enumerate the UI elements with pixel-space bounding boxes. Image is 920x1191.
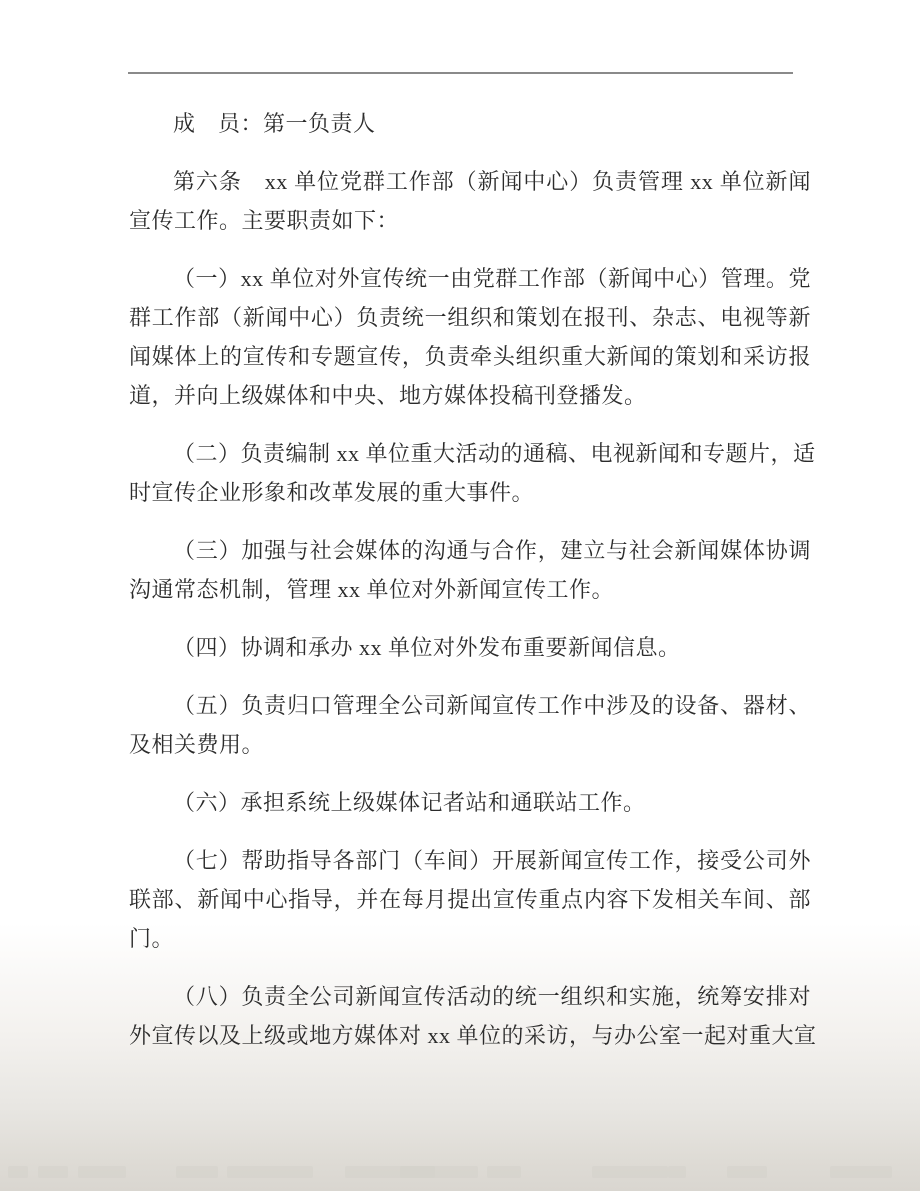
text-line: （五）负责归口管理全公司新闻宣传工作中涉及的设备、器材、	[173, 693, 811, 718]
blurred-text-block	[668, 1166, 686, 1178]
header-divider-line	[128, 72, 793, 74]
text-line: 门。	[129, 926, 175, 951]
paragraph-item-2	[129, 434, 816, 512]
text-line: 道，并向上级媒体和中央、地方媒体投稿刊登播发。	[129, 383, 647, 408]
paragraph-item-6	[129, 783, 811, 822]
text-line: 及相关费用。	[129, 732, 265, 757]
text-line: （四）协调和承办 xx 单位对外发布重要新闻信息。	[173, 635, 681, 660]
blurred-text-block	[8, 1166, 28, 1178]
text-line: （六）承担系统上级媒体记者站和通联站工作。	[173, 790, 646, 815]
blurred-text-block	[227, 1166, 313, 1178]
blurred-text-strip	[0, 1166, 920, 1178]
blurred-text-block	[38, 1166, 68, 1178]
text-line: 成 员：第一负责人	[173, 111, 376, 136]
text-line: 闻媒体上的宣传和专题宣传，负责牵头组织重大新闻的策划和采访报	[129, 344, 811, 369]
paragraph-members	[129, 104, 811, 143]
text-line: 联部、新闻中心指导，并在每月提出宣传重点内容下发相关车间、部	[129, 887, 811, 912]
text-line: 沟通常态机制，管理 xx 单位对外新闻宣传工作。	[129, 577, 615, 602]
text-line: （三）加强与社会媒体的沟通与合作，建立与社会新闻媒体协调	[173, 538, 811, 563]
text-line: （一）xx 单位对外宣传统一由党群工作部（新闻中心）管理。党	[173, 266, 811, 291]
paragraph-item-7	[129, 841, 811, 958]
blurred-text-block	[727, 1166, 767, 1178]
document-body	[129, 104, 817, 1074]
paragraph-item-4	[129, 628, 811, 667]
text-line: （二）负责编制 xx 单位重大活动的通稿、电视新闻和专题片，适	[173, 441, 816, 466]
blurred-text-block	[592, 1166, 668, 1178]
text-line: 群工作部（新闻中心）负责统一组织和策划在报刊、杂志、电视等新	[129, 305, 811, 330]
text-line: 外宣传以及上级或地方媒体对 xx 单位的采访，与办公室一起对重大宣	[129, 1023, 817, 1048]
text-line: （八）负责全公司新闻宣传活动的统一组织和实施，统筹安排对	[173, 984, 811, 1009]
blurred-text-block	[78, 1166, 126, 1178]
text-line: 宣传工作。主要职责如下：	[129, 208, 400, 233]
text-line: 时宣传企业形象和改革发展的重大事件。	[129, 480, 535, 505]
blurred-text-block	[487, 1166, 521, 1178]
paragraph-article-6	[129, 162, 811, 240]
blurred-text-block	[176, 1166, 218, 1178]
paragraph-item-3	[129, 531, 811, 609]
blurred-text-block	[400, 1166, 478, 1178]
paragraph-item-5	[129, 686, 811, 764]
paragraph-item-1	[129, 259, 811, 415]
text-line: （七）帮助指导各部门（车间）开展新闻宣传工作，接受公司外	[173, 848, 811, 873]
blurred-text-block	[830, 1166, 892, 1178]
text-line: 第六条 xx 单位党群工作部（新闻中心）负责管理 xx 单位新闻	[173, 169, 811, 194]
paragraph-item-8	[129, 977, 817, 1055]
